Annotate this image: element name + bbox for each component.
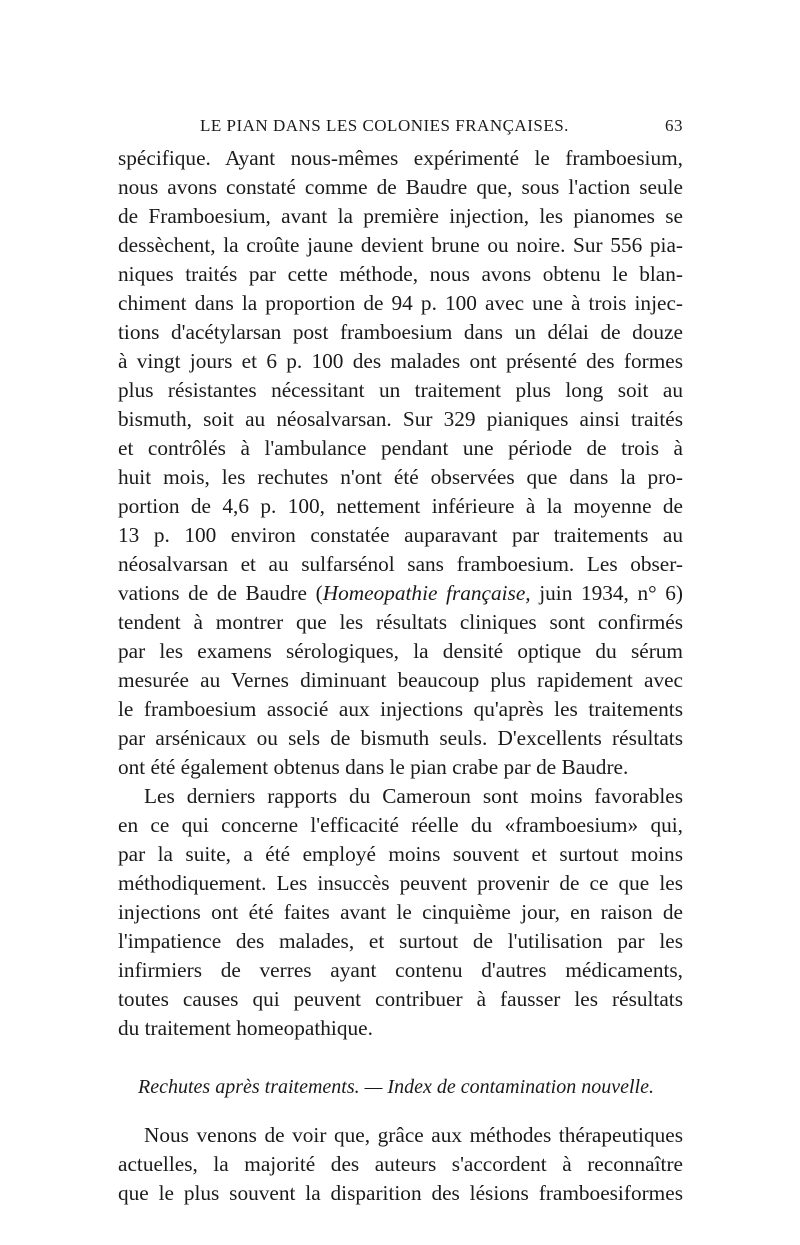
text-line: Les derniers rapports du Cameroun sont moins favorables (144, 784, 683, 808)
text-line: par les examens sérologiques, la densité optique du sérum (118, 639, 683, 663)
text-line: spécifique. Ayant nous-mêmes expérimenté le framboesium, (118, 146, 683, 170)
running-head (118, 114, 683, 140)
text-line: mesurée au Vernes diminuant beaucoup plus rapidement avec (118, 668, 683, 692)
text-line: néosalvarsan et au sulfarsénol sans framboesium. Les obser- (118, 552, 683, 576)
text-line-citation (118, 579, 683, 608)
text-line: infirmiers de verres ayant contenu d'autres médicaments, (118, 958, 683, 982)
section-heading: Rechutes après traitements. — Index de contamination nouvelle. (138, 1076, 654, 1098)
text-line: en ce qui concerne l'efficacité réelle du «framboesium» qui, (118, 813, 683, 837)
text-line: du traitement homeopathique. (118, 1016, 373, 1040)
citation-after: juin 1934, n° 6) (530, 581, 683, 605)
citation-journal-title: Homeopathie française, (322, 581, 531, 605)
running-title: LE PIAN DANS LES COLONIES FRANÇAISES. (200, 116, 569, 135)
text-line: niques traités par cette méthode, nous avons obtenu le blan- (118, 262, 683, 286)
text-line: méthodiquement. Les insuccès peuvent provenir de ce que les (118, 871, 683, 895)
book-page (118, 114, 683, 1208)
text-line: ont été également obtenus dans le pian crabe par de Baudre. (118, 755, 629, 779)
text-line: de Framboesium, avant la première injection, les pianomes se (118, 204, 683, 228)
text-line: 13 p. 100 environ constatée auparavant par traitements au (118, 523, 683, 547)
text-line: Nous venons de voir que, grâce aux méthodes thérapeutiques (144, 1123, 683, 1147)
text-line: nous avons constaté comme de Baudre que, sous l'action seule (118, 175, 683, 199)
body-text (118, 144, 683, 1208)
text-line: le framboesium associé aux injections qu'après les traitements (118, 697, 683, 721)
text-line: tions d'acétylarsan post framboesium dans un délai de douze (118, 320, 683, 344)
text-line: à vingt jours et 6 p. 100 des malades ont présenté des formes (118, 349, 683, 373)
text-line: bismuth, soit au néosalvarsan. Sur 329 pianiques ainsi traités (118, 407, 683, 431)
text-line: actuelles, la majorité des auteurs s'accordent à reconnaître (118, 1152, 683, 1176)
text-line: huit mois, les rechutes n'ont été observées que dans la pro- (118, 465, 683, 489)
text-line: chiment dans la proportion de 94 p. 100 avec une à trois injec- (118, 291, 683, 315)
text-line: par arsénicaux ou sels de bismuth seuls. D'excellents résultats (118, 726, 683, 750)
text-line: plus résistantes nécessitant un traitement plus long soit au (118, 378, 683, 402)
text-line: tendent à montrer que les résultats cliniques sont confirmés (118, 610, 683, 634)
text-line: l'impatience des malades, et surtout de l'utilisation par les (118, 929, 683, 953)
text-line: dessèchent, la croûte jaune devient brune ou noire. Sur 556 pia- (118, 233, 683, 257)
text-line: toutes causes qui peuvent contribuer à fausser les résultats (118, 987, 683, 1011)
text-line: portion de 4,6 p. 100, nettement inférieure à la moyenne de (118, 494, 683, 518)
citation-before: vations de de Baudre ( (118, 581, 323, 605)
page-number: 63 (665, 116, 683, 135)
text-line: injections ont été faites avant le cinquième jour, en raison de (118, 900, 683, 924)
text-line: et contrôlés à l'ambulance pendant une période de trois à (118, 436, 683, 460)
text-line: que le plus souvent la disparition des lésions framboesiformes (118, 1181, 683, 1205)
text-line: par la suite, a été employé moins souvent et surtout moins (118, 842, 683, 866)
